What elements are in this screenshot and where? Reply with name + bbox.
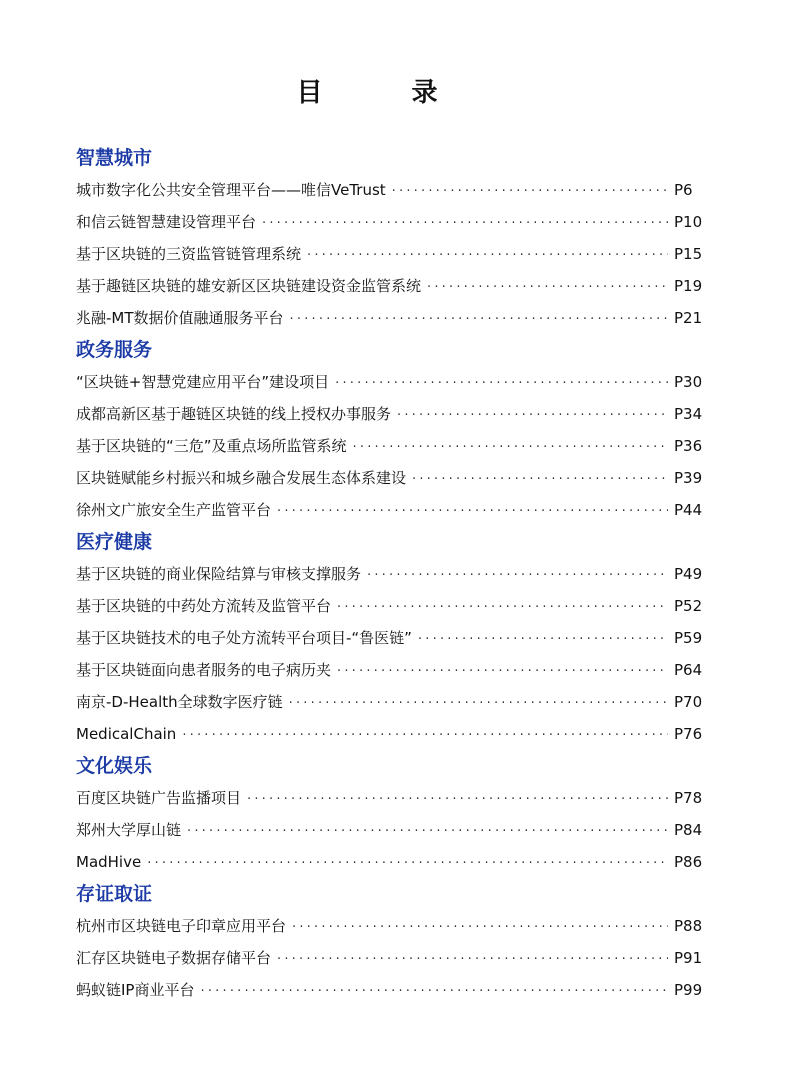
toc-entry[interactable] [76, 974, 708, 1006]
dot-leader [262, 208, 668, 240]
dot-leader [290, 304, 668, 336]
toc-entry[interactable] [76, 942, 708, 974]
entry-page-number: P84 [674, 821, 703, 839]
toc-entry[interactable] [76, 302, 708, 334]
dot-leader [353, 432, 668, 464]
toc-entry[interactable] [76, 398, 708, 430]
dot-leader [182, 720, 668, 752]
dot-leader [397, 400, 668, 432]
toc-entry[interactable] [76, 270, 708, 302]
page-title: 目 录 [296, 78, 478, 108]
toc-entry[interactable] [76, 494, 708, 526]
toc-entry[interactable] [76, 654, 708, 686]
entry-page-number: P36 [674, 437, 703, 455]
toc-entry[interactable] [76, 910, 708, 942]
section-heading: 存证取证 [76, 883, 153, 905]
dot-leader [200, 976, 668, 1008]
entry-title: 基于区块链技术的电子处方流转平台项目-“鲁医链” [76, 629, 412, 647]
toc-entry[interactable] [76, 782, 708, 814]
entry-title: 和信云链智慧建设管理平台 [76, 213, 257, 231]
dot-leader [289, 688, 668, 720]
entry-page-number: P59 [674, 629, 703, 647]
entry-title: 城市数字化公共安全管理平台——唯信VeTrust [76, 181, 386, 199]
entry-page-number: P78 [674, 789, 703, 807]
entry-page-number: P44 [674, 501, 703, 519]
entry-page-number: P76 [674, 725, 703, 743]
entry-title: 基于趣链区块链的雄安新区区块链建设资金监管系统 [76, 277, 422, 295]
dot-leader [337, 592, 668, 624]
toc-entry[interactable] [76, 686, 708, 718]
entry-page-number: P30 [674, 373, 703, 391]
entry-page-number: P6 [674, 181, 693, 199]
dot-leader [277, 944, 668, 976]
entry-page-number: P52 [674, 597, 703, 615]
entry-page-number: P19 [674, 277, 703, 295]
entry-page-number: P39 [674, 469, 703, 487]
entry-title: “区块链+智慧党建应用平台”建设项目 [76, 373, 330, 391]
table-of-contents [76, 142, 708, 1006]
dot-leader [147, 848, 668, 880]
dot-leader [418, 624, 668, 656]
dot-leader [187, 816, 668, 848]
entry-title: 郑州大学厚山链 [76, 821, 182, 839]
section-heading: 医疗健康 [76, 531, 153, 553]
entry-title: 南京-D-Health全球数字医疗链 [76, 693, 283, 711]
entry-title: 徐州文广旅安全生产监管平台 [76, 501, 272, 519]
entry-page-number: P34 [674, 405, 703, 423]
entry-page-number: P88 [674, 917, 703, 935]
entry-title: MadHive [76, 853, 142, 871]
toc-entry[interactable] [76, 814, 708, 846]
entry-title: 杭州市区块链电子印章应用平台 [76, 917, 287, 935]
dot-leader [427, 272, 668, 304]
entry-title: 区块链赋能乡村振兴和城乡融合发展生态体系建设 [76, 469, 407, 487]
toc-entry[interactable] [76, 846, 708, 878]
toc-entry[interactable] [76, 462, 708, 494]
entry-title: 兆融-MT数据价值融通服务平台 [76, 309, 284, 327]
entry-title: 基于区块链面向患者服务的电子病历夹 [76, 661, 332, 679]
dot-leader [412, 464, 668, 496]
toc-entry[interactable] [76, 590, 708, 622]
entry-title: 基于区块链的中药处方流转及监管平台 [76, 597, 332, 615]
dot-leader [392, 176, 668, 208]
entry-title: 基于区块链的商业保险结算与审核支撑服务 [76, 565, 362, 583]
dot-leader [292, 912, 668, 944]
entry-page-number: P86 [674, 853, 703, 871]
section-heading: 政务服务 [76, 339, 153, 361]
entry-title: 成都高新区基于趣链区块链的线上授权办事服务 [76, 405, 392, 423]
entry-title: 百度区块链广告监播项目 [76, 789, 242, 807]
entry-page-number: P21 [674, 309, 703, 327]
section-heading: 智慧城市 [76, 147, 153, 169]
dot-leader [367, 560, 668, 592]
entry-title: 汇存区块链电子数据存储平台 [76, 949, 272, 967]
toc-entry[interactable] [76, 174, 708, 206]
entry-page-number: P91 [674, 949, 703, 967]
entry-title: 基于区块链的三资监管链管理系统 [76, 245, 302, 263]
entry-title: 基于区块链的“三危”及重点场所监管系统 [76, 437, 347, 455]
dot-leader [335, 368, 668, 400]
dot-leader [307, 240, 668, 272]
toc-entry[interactable] [76, 238, 708, 270]
section-heading: 文化娱乐 [76, 755, 153, 777]
toc-entry[interactable] [76, 206, 708, 238]
entry-page-number: P15 [674, 245, 703, 263]
dot-leader [337, 656, 668, 688]
toc-entry[interactable] [76, 430, 708, 462]
entry-page-number: P99 [674, 981, 703, 999]
entry-page-number: P64 [674, 661, 703, 679]
dot-leader [277, 496, 668, 528]
entry-title: 蚂蚁链IP商业平台 [76, 981, 195, 999]
entry-page-number: P70 [674, 693, 703, 711]
dot-leader [247, 784, 668, 816]
toc-entry[interactable] [76, 366, 708, 398]
entry-title: MedicalChain [76, 725, 177, 743]
toc-entry[interactable] [76, 558, 708, 590]
toc-entry[interactable] [76, 622, 708, 654]
toc-entry[interactable] [76, 718, 708, 750]
entry-page-number: P49 [674, 565, 703, 583]
entry-page-number: P10 [674, 213, 703, 231]
